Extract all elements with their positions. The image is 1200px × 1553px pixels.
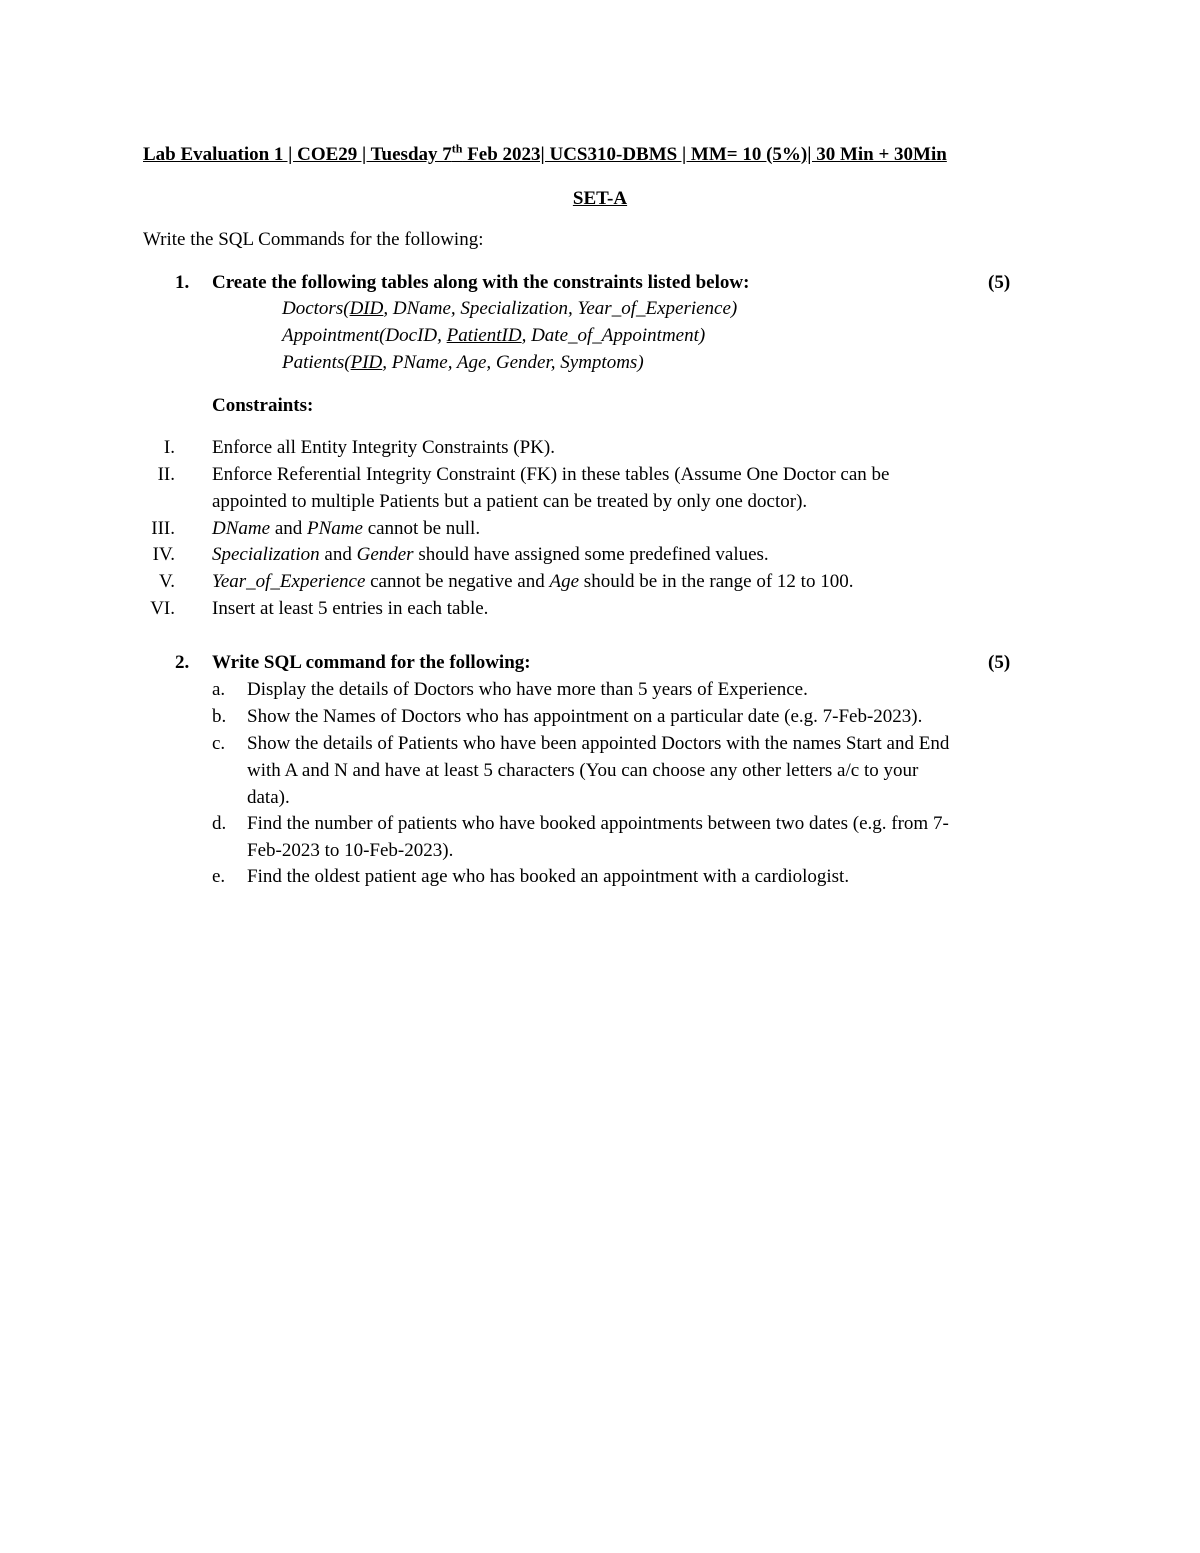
constraint-text: Enforce Referential Integrity Constraint (FK) in these tables (Assume One Doctor can be: [212, 464, 890, 485]
title-part1: Lab Evaluation 1 | COE29 | Tuesday 7: [143, 144, 452, 165]
q1-marks: (5): [988, 272, 1011, 293]
item-letter: d.: [212, 813, 227, 834]
constraint-number: IV.: [152, 544, 175, 565]
item-letter: c.: [212, 733, 226, 754]
item-text: Display the details of Doctors who have more than 5 years of Experience.: [247, 679, 808, 700]
title-part2: Feb 2023| UCS310-DBMS | MM= 10 (5%)| 30 Min + 30Min: [462, 144, 947, 165]
item-text: Show the details of Patients who have been appointed Doctors with the names Start and End: [247, 733, 950, 754]
item-text-continued: Feb-2023 to 10-Feb-2023).: [247, 840, 454, 861]
constraint-number: I.: [163, 437, 175, 458]
q1-text: Create the following tables along with the constraints listed below:: [212, 272, 750, 293]
page-title: [143, 141, 947, 165]
item-text-continued: with A and N and have at least 5 characters (You can choose any other letters a/c to your: [247, 760, 919, 781]
constraint-text-continued: appointed to multiple Patients but a patient can be treated by only one doctor).: [212, 491, 808, 512]
item-letter: b.: [212, 706, 227, 727]
intro-text: Write the SQL Commands for the following:: [143, 229, 484, 250]
q2-text: Write SQL command for the following:: [212, 652, 531, 673]
relation-patients: Patients(PID, PName, Age, Gender, Symptoms): [282, 352, 644, 373]
constraint-text: Year_of_Experience cannot be negative and Age should be in the range of 12 to 100.: [212, 571, 854, 592]
constraint-number: VI.: [150, 598, 175, 619]
constraint-number: II.: [157, 464, 175, 485]
set-label: SET-A: [572, 188, 628, 209]
constraint-number: III.: [151, 518, 175, 539]
primary-key-did: DID: [349, 298, 384, 319]
item-text: Find the oldest patient age who has booked an appointment with a cardiologist.: [247, 866, 850, 887]
constraint-number: V.: [158, 571, 175, 592]
q2-marks: (5): [988, 652, 1011, 673]
constraints-heading: Constraints:: [212, 395, 314, 416]
constraint-text: Insert at least 5 entries in each table.: [212, 598, 489, 619]
q1-number: 1.: [175, 272, 190, 293]
item-text-continued: data).: [247, 787, 290, 808]
constraint-text: Specialization and Gender should have assigned some predefined values.: [212, 544, 769, 565]
primary-key-patientid: PatientID: [446, 325, 522, 346]
item-text: Show the Names of Doctors who has appointment on a particular date (e.g. 7-Feb-2023).: [247, 706, 923, 727]
relation-doctors: Doctors(DID, DName, Specialization, Year_of_Experience): [282, 298, 738, 319]
relation-appointment: Appointment(DocID, PatientID, Date_of_Appointment): [282, 325, 706, 346]
title-superscript: th: [451, 141, 463, 156]
constraint-text: Enforce all Entity Integrity Constraints (PK).: [212, 437, 555, 458]
constraint-text: DName and PName cannot be null.: [212, 518, 481, 539]
q2-number: 2.: [175, 652, 190, 673]
primary-key-pid: PID: [350, 352, 383, 373]
item-letter: a.: [212, 679, 226, 700]
item-text: Find the number of patients who have booked appointments between two dates (e.g. from 7-: [247, 813, 949, 834]
item-letter: e.: [212, 866, 226, 887]
